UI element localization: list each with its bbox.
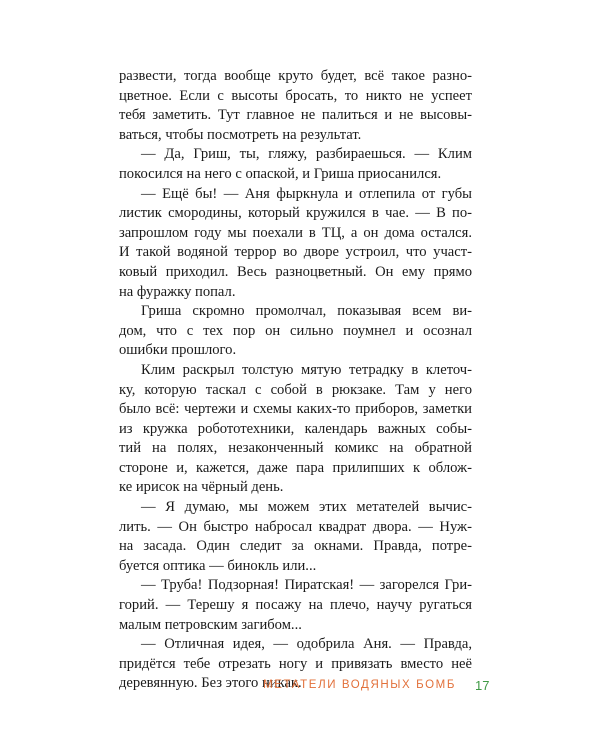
paragraph bbox=[119, 67, 472, 145]
text-line: было всё: чертежи и схемы каких-то приборов, заметки bbox=[119, 401, 472, 418]
text-line: ваться, чтобы посмотреть на результат. bbox=[119, 126, 362, 143]
page-body bbox=[119, 67, 472, 694]
text-line: — Да, Гриш, ты, гляжу, разбираешься. — Клим bbox=[141, 146, 472, 163]
text-line: листик смородины, который кружился в чае. — В по- bbox=[119, 205, 472, 222]
text-line: ковый приходил. Весь разноцветный. Он ему прямо bbox=[119, 263, 472, 280]
text-line: из кружка робототехники, календарь важных собы- bbox=[119, 420, 472, 437]
text-line: И такой водяной террор во дворе устроил, что участ- bbox=[119, 244, 472, 261]
text-line: на фуражку попал. bbox=[119, 283, 236, 300]
text-line: цветное. Если с высоты бросать, то никто не успеет bbox=[119, 87, 472, 104]
page-footer bbox=[0, 679, 600, 699]
text-line: буется оптика — бинокль или... bbox=[119, 557, 317, 574]
text-line: тебя заметить. Тут главное не палиться и не высовы- bbox=[119, 107, 472, 124]
text-line: — Ещё бы! — Аня фыркнула и отлепила от губы bbox=[141, 185, 472, 202]
paragraph bbox=[119, 302, 472, 361]
text-line: развести, тогда вообще круто будет, всё такое разно- bbox=[119, 68, 472, 84]
text-line: ке ирисок на чёрный день. bbox=[119, 479, 284, 496]
text-line: ку, которую таскал с собой в рюкзаке. Там у него bbox=[119, 381, 472, 398]
text-line: — Я думаю, мы можем этих метателей вычис- bbox=[141, 499, 472, 516]
text-line: Клим раскрыл толстую мятую тетрадку в клеточ- bbox=[141, 361, 472, 378]
text-line: на засада. Один следит за окнами. Правда, потре- bbox=[119, 538, 472, 555]
text-line: — Труба! Подзорная! Пиратская! — загорелся Гри- bbox=[141, 577, 472, 594]
paragraph bbox=[119, 145, 472, 184]
text-line: тий на полях, незаконченный комикс на обратной bbox=[119, 440, 472, 457]
text-line: лить. — Он быстро набросал квадрат двора. — Нуж- bbox=[119, 518, 472, 535]
text-line: — Отличная идея, — одобрила Аня. — Правда, bbox=[141, 636, 472, 653]
text-line: деревянную. Без этого никак. bbox=[119, 675, 302, 692]
paragraph bbox=[119, 498, 472, 576]
running-title: МЕТАТЕЛИ ВОДЯНЫХ БОМБ bbox=[263, 679, 456, 691]
paragraph bbox=[119, 361, 472, 498]
text-line: дом, что с тех пор он сильно поумнел и осознал bbox=[119, 322, 472, 339]
paragraph bbox=[119, 185, 472, 303]
text-line: ошибки прошлого. bbox=[119, 342, 237, 359]
text-line: придётся тебе отрезать ногу и привязать вместо неё bbox=[119, 655, 472, 672]
paragraph bbox=[119, 576, 472, 635]
text-line: стороне и, кажется, даже пара прилипших к облож- bbox=[119, 459, 472, 476]
text-line: запрошлом году мы поехали в ТЦ, а он дома остался. bbox=[119, 224, 472, 241]
text-line: покосился на него с опаской, и Гриша приосанился. bbox=[119, 165, 442, 182]
text-line: малым петровским загибом... bbox=[119, 616, 302, 633]
text-line: горий. — Терешу я посажу на плечо, научу ругаться bbox=[119, 597, 472, 614]
text-line: Гриша скромно промолчал, показывая всем ви- bbox=[141, 303, 472, 320]
page-number: 17 bbox=[475, 678, 490, 693]
